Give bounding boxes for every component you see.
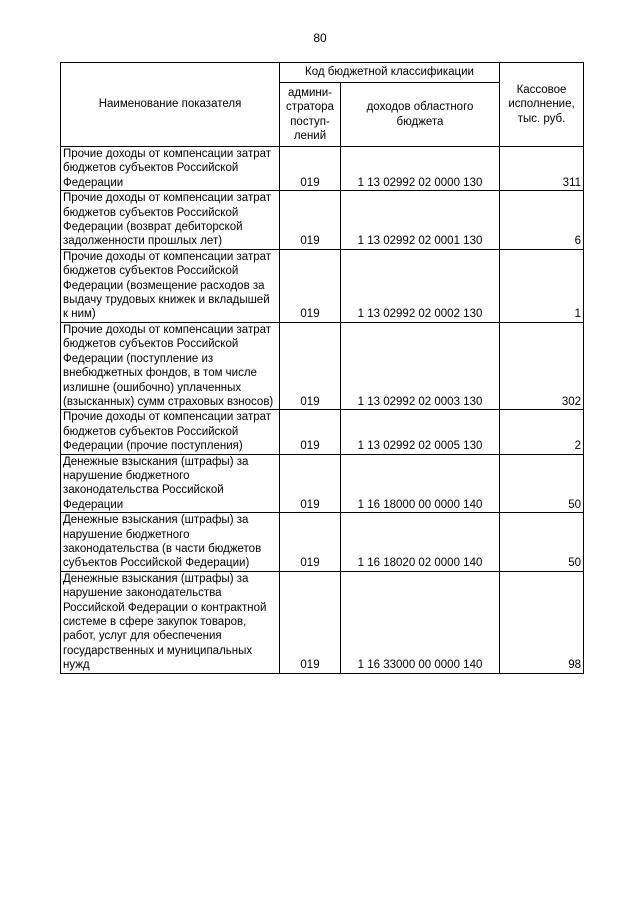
table-body — [61, 147, 584, 674]
row-admin-code: 019 — [280, 454, 341, 513]
row-revenue-code: 1 13 02992 02 0002 130 — [341, 249, 500, 322]
row-name: Прочие доходы от компенсации затрат бюджетов субъектов Российской Федерации (поступление из внебюджетных фондов, в том числе излишне (ошибочно) уплаченных (взысканных) сумм страховых взносов) — [61, 322, 280, 409]
budget-revenue-table — [60, 62, 584, 674]
row-admin-code: 019 — [280, 322, 341, 409]
row-revenue-code: 1 13 02992 02 0005 130 — [341, 410, 500, 454]
table-row — [61, 513, 584, 572]
row-admin-code: 019 — [280, 410, 341, 454]
page-number: 80 — [313, 31, 327, 45]
row-revenue-code: 1 13 02992 02 0001 130 — [341, 191, 500, 250]
header-budget-classification-code: Код бюджетной классификации — [280, 63, 500, 83]
row-amount: 2 — [500, 410, 584, 454]
row-name: Прочие доходы от компенсации затрат бюджетов субъектов Российской Федерации — [61, 147, 280, 191]
row-amount: 98 — [500, 571, 584, 673]
table-row — [61, 571, 584, 673]
row-amount: 1 — [500, 249, 584, 322]
row-name: Денежные взыскания (штрафы) за нарушение бюджетного законодательства Российской Федерации — [61, 454, 280, 513]
row-admin-code: 019 — [280, 513, 341, 572]
table-row — [61, 410, 584, 454]
row-name: Прочие доходы от компенсации затрат бюджетов субъектов Российской Федерации (возмещение расходов за выдачу трудовых книжек и вкладышей к ним) — [61, 249, 280, 322]
row-admin-code: 019 — [280, 191, 341, 250]
table-row — [61, 322, 584, 409]
row-name: Прочие доходы от компенсации затрат бюджетов субъектов Российской Федерации (прочие поступления) — [61, 410, 280, 454]
row-name: Денежные взыскания (штрафы) за нарушение законодательства Российской Федерации о контрактной системе в сфере закупок товаров, работ, услуг для обеспечения государственных и муниципальных нужд — [61, 571, 280, 673]
row-revenue-code: 1 13 02992 02 0000 130 — [341, 147, 500, 191]
header-cash-execution: Кассовое исполнение, тыс. руб. — [500, 63, 584, 147]
row-amount: 311 — [500, 147, 584, 191]
header-administrator: админи-стратора поступ-лений — [280, 83, 341, 147]
row-admin-code: 019 — [280, 571, 341, 673]
row-revenue-code: 1 16 33000 00 0000 140 — [341, 571, 500, 673]
row-name: Прочие доходы от компенсации затрат бюджетов субъектов Российской Федерации (возврат дебиторской задолженности прошлых лет) — [61, 191, 280, 250]
table-row — [61, 249, 584, 322]
table-row — [61, 454, 584, 513]
row-revenue-code: 1 16 18000 00 0000 140 — [341, 454, 500, 513]
header-indicator-name: Наименование показателя — [61, 63, 280, 147]
row-amount: 50 — [500, 454, 584, 513]
row-admin-code: 019 — [280, 147, 341, 191]
table-row — [61, 191, 584, 250]
row-amount: 6 — [500, 191, 584, 250]
table-row — [61, 147, 584, 191]
header-regional-revenue: доходов областного бюджета — [341, 83, 500, 147]
row-amount: 50 — [500, 513, 584, 572]
row-name: Денежные взыскания (штрафы) за нарушение бюджетного законодательства (в части бюджетов субъектов Российской Федерации) — [61, 513, 280, 572]
row-amount: 302 — [500, 322, 584, 409]
row-revenue-code: 1 16 18020 02 0000 140 — [341, 513, 500, 572]
row-admin-code: 019 — [280, 249, 341, 322]
row-revenue-code: 1 13 02992 02 0003 130 — [341, 322, 500, 409]
